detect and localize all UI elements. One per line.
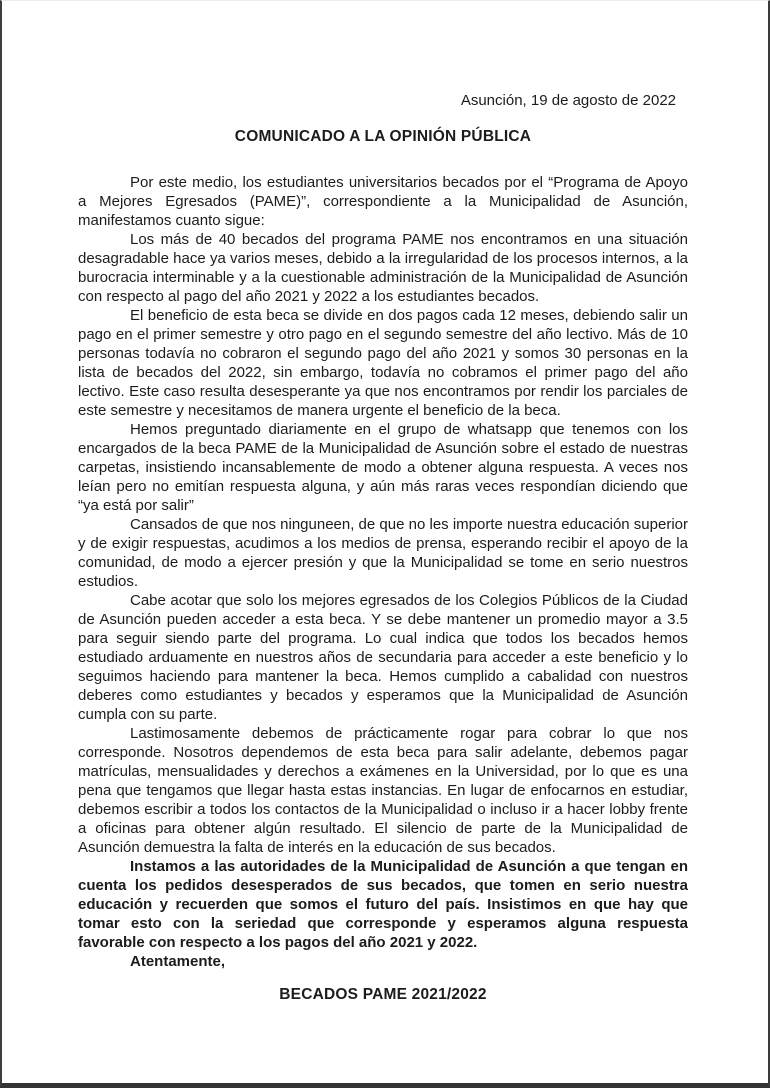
date-line: Asunción, 19 de agosto de 2022 — [460, 92, 676, 109]
paragraph-press: Cansados de que nos ninguneen, de que no les importe nuestra educación superior y de exigir respuestas, acudimos a los medios de prensa, esperando recibir el apoyo de la comunidad, de modo a ejercer presión y que la Municipalidad se tome en serio nuestros estudios. — [78, 516, 688, 590]
paragraph-situation: Los más de 40 becados del programa PAME nos encontramos en una situación desagradable hace ya varios meses, debido a la irregularidad de los procesos internos, a la burocracia interminable y a la cuestionable administración de la Municipalidad de Asunción con respecto al pago del año 2021 y 2022 a los estudiantes becados. — [78, 231, 688, 305]
paragraph-whatsapp: Hemos preguntado diariamente en el grupo de whatsapp que tenemos con los encargados de la beca PAME de la Municipalidad de Asunción sobre el estado de nuestras carpetas, insistiendo incansablemente de modo a obtener alguna respuesta. A veces nos leían pero no emitían respuesta alguna, y aún más raras veces respondían diciendo que “ya está por salir” — [78, 421, 688, 514]
paragraph-payments: El beneficio de esta beca se divide en dos pagos cada 12 meses, debiendo salir un pago en el primer semestre y otro pago en el segundo semestre del año lectivo. Más de 10 personas todavía no cobraron el segundo pago del año 2021 y somos 30 personas en la lista de becados del 2022, sin embargo, todavía no cobramos el primer pago del año lectivo. Este caso resulta desesperante ya que nos encontramos por rendir los parciales de este semestre y necesitamos de manera urgente el beneficio de la beca. — [78, 307, 688, 419]
paragraph-intro: Por este medio, los estudiantes universitarios becados por el “Programa de Apoyo a Mejores Egresados (PAME)”, correspondiente a la Municipalidad de Asunción, manifestamos cuanto sigue: — [78, 174, 688, 229]
paragraph-lobby: Lastimosamente debemos de prácticamente rogar para cobrar lo que nos corresponde. Nosotros dependemos de esta beca para salir adelante, debemos pagar matrículas, mensualidades y derechos a exámenes en la Universidad, por lo que es una pena que tengamos que llegar hasta estas instancias. En lugar de enfocarnos en estudiar, debemos escribir a todos los contactos de la Municipalidad o incluso ir a hacer lobby frente a oficinas para obtener algún resultado. El silencio de parte de la Municipalidad de Asunción demuestra la falta de interés en la educación de sus becados. — [78, 725, 688, 856]
letter-body — [78, 173, 688, 971]
closing-line: Atentamente, — [130, 953, 226, 970]
signature-line: BECADOS PAME 2021/2022 — [279, 986, 487, 1003]
paragraph-merit: Cabe acotar que solo los mejores egresados de los Colegios Públicos de la Ciudad de Asunción pueden acceder a esta beca. Y se debe mantener un promedio mayor a 3.5 para seguir siendo parte del programa. Lo cual indica que todos los becados hemos estudiado arduamente en nuestros años de secundaria para acceder a este beneficio y lo seguimos haciendo para mantener la beca. Hemos cumplido a cabalidad con nuestros deberes como estudiantes y becados y esperamos que la Municipalidad de Asunción cumpla con su parte. — [78, 592, 688, 723]
document-title: COMUNICADO A LA OPINIÓN PÚBLICA — [234, 128, 532, 145]
paragraph-demand-bold: Instamos a las autoridades de la Municipalidad de Asunción a que tengan en cuenta los pedidos desesperados de sus becados, que tomen en serio nuestra educación y recuerden que somos el futuro del país. Insistimos en que hay que tomar esto con la seriedad que corresponde y esperamos alguna respuesta favorable con respecto a los pagos del año 2021 y 2022. — [78, 858, 688, 951]
